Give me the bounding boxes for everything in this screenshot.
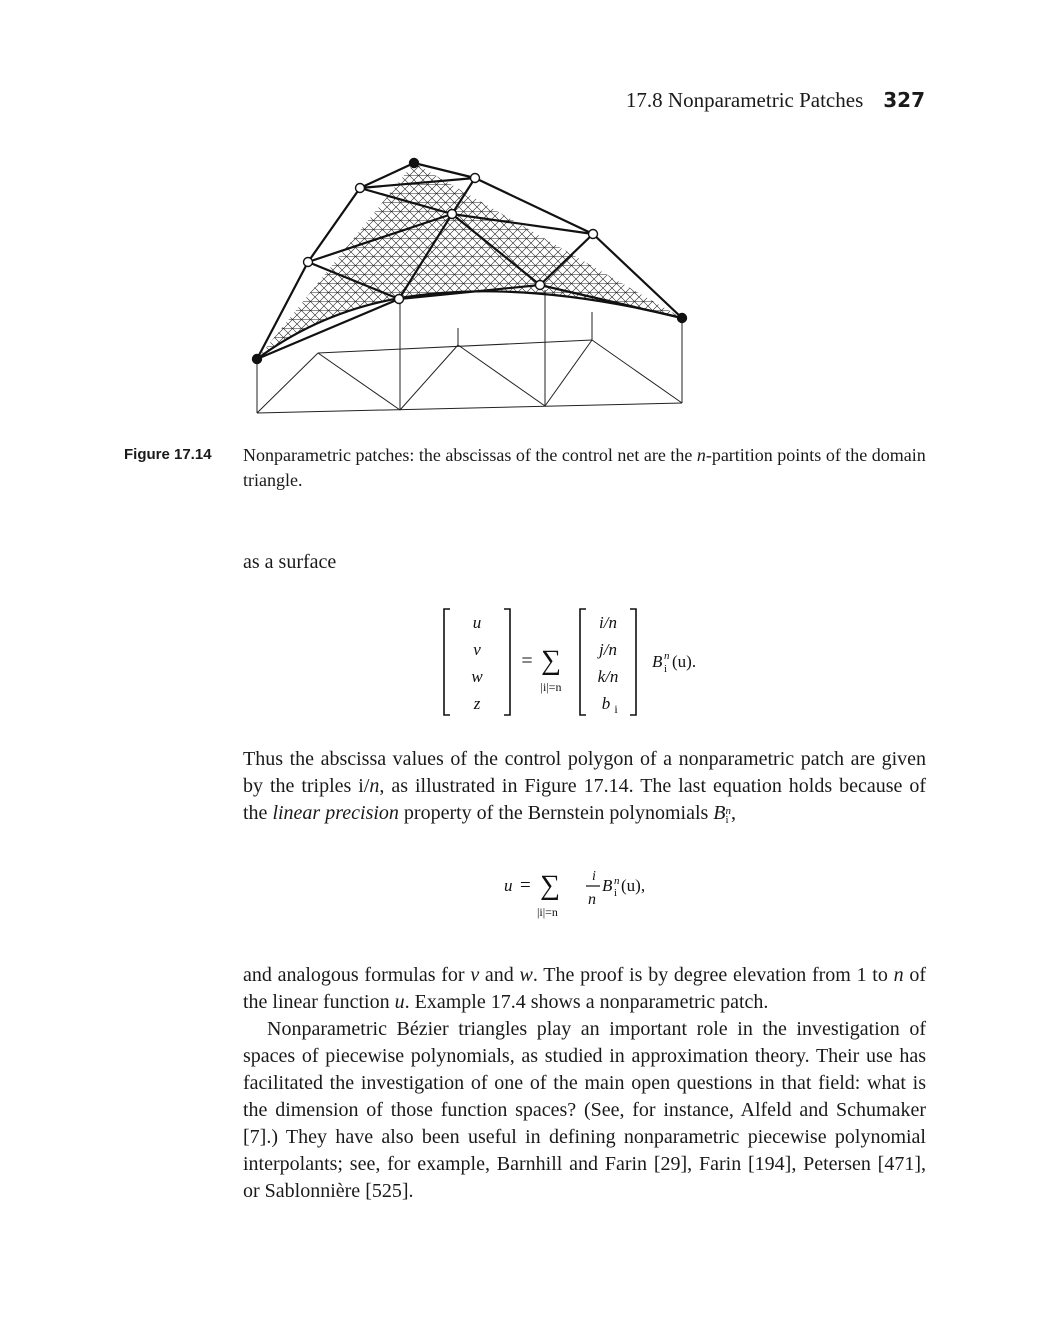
eq1-vec: b <box>601 694 611 713</box>
eq1-basis-arg: (u). <box>672 652 697 671</box>
eq1-lhs: z <box>473 694 481 713</box>
paragraph: Thus the abscissa values of the control polygon of a nonparametric patch are given by the triples i/n, as illustrated in Figure 17.14. The last equation holds because of the linear precision property of the Bernstein polynomials B n i , <box>243 748 926 826</box>
eq1-basis-sup: n <box>664 650 670 662</box>
eq2-frac-den: n <box>588 891 596 908</box>
equation-surface <box>440 603 720 723</box>
eq2-basis: B <box>602 876 613 895</box>
eq2-frac-num: i <box>592 869 596 884</box>
control-point <box>410 159 419 168</box>
nonparametric-patch-figure <box>240 150 700 430</box>
control-point <box>678 314 687 323</box>
control-point <box>471 174 480 183</box>
patch-surface <box>257 163 682 359</box>
eq1-sum-index: |i|=n <box>540 680 562 694</box>
eq2-basis-arg: (u), <box>621 876 646 895</box>
running-head <box>0 88 925 113</box>
eq1-basis: B <box>652 652 663 671</box>
eq1-lhs: v <box>473 640 481 659</box>
lead-text: as a surface <box>243 551 337 573</box>
eq1-equals: = <box>521 650 533 672</box>
control-point <box>448 210 457 219</box>
eq2-basis-sup: n <box>614 875 620 887</box>
eq1-sum: ∑ <box>541 645 561 676</box>
eq1-vec: j/n <box>599 640 617 659</box>
eq1-vec-sub: i <box>614 702 618 716</box>
equation-linear-precision <box>500 858 700 928</box>
control-point <box>536 281 545 290</box>
paragraph: and analogous formulas for v and w. The proof is by degree elevation from 1 to n of the linear function u. Example 17.4 shows a nonparametric patch. <box>243 964 926 1013</box>
control-point <box>356 184 365 193</box>
eq1-lhs: w <box>471 667 483 686</box>
eq1-basis-sub: i <box>664 663 668 675</box>
figure-caption: Nonparametric patches: the abscissas of the control net are the n-partition points of the domain triangle. <box>243 445 926 490</box>
eq2-equals: = <box>520 875 531 896</box>
eq2-basis-sub: i <box>614 887 618 899</box>
control-point <box>589 230 598 239</box>
control-point <box>253 355 262 364</box>
eq2-sum: ∑ <box>540 870 560 901</box>
control-point <box>304 258 313 267</box>
section-title: 17.8 Nonparametric Patches <box>625 88 864 112</box>
control-point <box>395 295 404 304</box>
eq1-vec: k/n <box>597 667 619 686</box>
eq1-lhs: u <box>472 613 482 632</box>
eq2-lhs: u <box>504 876 513 895</box>
eq2-sum-index: |i|=n <box>537 905 558 919</box>
paragraph: Nonparametric Bézier triangles play an important role in the investigation of spaces of piecewise polynomials, as studied in approximation theory. Their use has facilitated the investigation of one of the main open questions in that field: what is the dimension of those function spaces? (See, for instance, Alfeld and Schumaker [7].) They have also been useful in defining nonparametric piecewise polynomial interpolants; see, for example, Barnhill and Farin [29], Farin [194], Petersen [471], or Sablonnière [525]. <box>243 1018 926 1202</box>
eq1-vec: i/n <box>599 613 617 632</box>
page-number: 327 <box>883 88 925 112</box>
figure-label: Figure 17.14 <box>124 446 212 463</box>
